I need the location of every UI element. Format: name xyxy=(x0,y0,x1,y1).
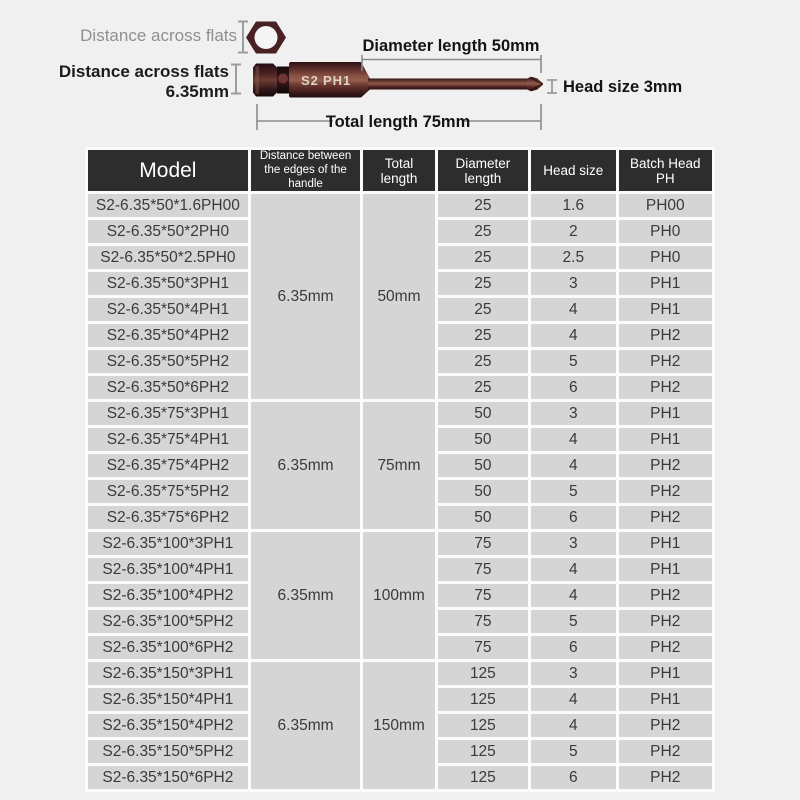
cell-batch-head: PH2 xyxy=(619,636,713,659)
shank-flats-label-line1: Distance across flats xyxy=(58,62,229,81)
cell-head-size: 4 xyxy=(531,558,615,581)
cell-diameter-length: 50 xyxy=(438,402,528,425)
cell-head-size: 4 xyxy=(531,584,615,607)
cell-diameter-length: 25 xyxy=(438,324,528,347)
cell-head-size: 2.5 xyxy=(531,246,615,269)
spec-table xyxy=(85,147,715,792)
table-row xyxy=(88,532,712,555)
cell-diameter-length: 25 xyxy=(438,376,528,399)
cell-batch-head: PH2 xyxy=(619,480,713,503)
cell-head-size: 6 xyxy=(531,506,615,529)
cell-diameter-length: 75 xyxy=(438,636,528,659)
cell-diameter-length: 50 xyxy=(438,506,528,529)
cell-model: S2-6.35*75*6PH2 xyxy=(88,506,248,529)
cell-model: S2-6.35*150*5PH2 xyxy=(88,740,248,763)
cell-total-length-merged: 50mm xyxy=(363,194,434,399)
cell-head-size: 2 xyxy=(531,220,615,243)
cell-diameter-length: 25 xyxy=(438,194,528,217)
cell-distance-merged: 6.35mm xyxy=(251,194,361,399)
total-length-label: Total length 75mm xyxy=(325,113,471,131)
cell-model: S2-6.35*150*6PH2 xyxy=(88,766,248,789)
cell-diameter-length: 75 xyxy=(438,610,528,633)
cell-batch-head: PH2 xyxy=(619,714,713,737)
head-size-label: Head size 3mm xyxy=(563,78,683,96)
cell-total-length-merged: 75mm xyxy=(363,402,434,529)
cell-model: S2-6.35*100*3PH1 xyxy=(88,532,248,555)
cell-batch-head: PH0 xyxy=(619,220,713,243)
cell-diameter-length: 75 xyxy=(438,584,528,607)
shank-flats-label-line2: 6.35mm xyxy=(165,82,229,101)
cell-batch-head: PH1 xyxy=(619,298,713,321)
header-diameter-length: Diameter length xyxy=(438,150,528,191)
cell-model: S2-6.35*50*4PH1 xyxy=(88,298,248,321)
bit-marking-ph: PH1 xyxy=(323,73,352,88)
cell-diameter-length: 125 xyxy=(438,662,528,685)
cell-distance-merged: 6.35mm xyxy=(251,402,361,529)
cell-batch-head: PH2 xyxy=(619,740,713,763)
cell-distance-merged: 6.35mm xyxy=(251,532,361,659)
cell-head-size: 3 xyxy=(531,272,615,295)
spec-table-body xyxy=(88,194,712,789)
cell-head-size: 6 xyxy=(531,376,615,399)
cell-batch-head: PH1 xyxy=(619,272,713,295)
table-row xyxy=(88,402,712,425)
cell-diameter-length: 25 xyxy=(438,220,528,243)
cell-diameter-length: 25 xyxy=(438,298,528,321)
cell-head-size: 4 xyxy=(531,324,615,347)
cell-head-size: 6 xyxy=(531,766,615,789)
cell-head-size: 4 xyxy=(531,688,615,711)
header-row xyxy=(88,150,712,191)
cell-head-size: 1.6 xyxy=(531,194,615,217)
cell-total-length-merged: 150mm xyxy=(363,662,434,789)
table-row xyxy=(88,662,712,685)
bit-marking-steel: S2 xyxy=(301,73,319,88)
cell-model: S2-6.35*150*3PH1 xyxy=(88,662,248,685)
cell-head-size: 4 xyxy=(531,298,615,321)
cell-model: S2-6.35*150*4PH1 xyxy=(88,688,248,711)
cell-diameter-length: 25 xyxy=(438,246,528,269)
shank-flats-bracket xyxy=(231,65,241,94)
header-total-length: Total length xyxy=(363,150,434,191)
cell-batch-head: PH2 xyxy=(619,584,713,607)
cell-model: S2-6.35*50*6PH2 xyxy=(88,376,248,399)
cell-diameter-length: 125 xyxy=(438,714,528,737)
cell-model: S2-6.35*75*5PH2 xyxy=(88,480,248,503)
cell-batch-head: PH2 xyxy=(619,506,713,529)
cell-diameter-length: 125 xyxy=(438,688,528,711)
cell-batch-head: PH2 xyxy=(619,324,713,347)
cell-diameter-length: 50 xyxy=(438,480,528,503)
cell-model: S2-6.35*100*5PH2 xyxy=(88,610,248,633)
cell-head-size: 3 xyxy=(531,662,615,685)
header-model: Model xyxy=(88,150,248,191)
cell-batch-head: PH1 xyxy=(619,688,713,711)
cell-model: S2-6.35*100*6PH2 xyxy=(88,636,248,659)
cell-batch-head: PH1 xyxy=(619,428,713,451)
cell-distance-merged: 6.35mm xyxy=(251,662,361,789)
cell-model: S2-6.35*50*2.5PH0 xyxy=(88,246,248,269)
cell-diameter-length: 25 xyxy=(438,272,528,295)
spec-table-header xyxy=(88,150,712,191)
table-row xyxy=(88,194,712,217)
cell-diameter-length: 75 xyxy=(438,558,528,581)
cell-model: S2-6.35*75*4PH1 xyxy=(88,428,248,451)
cell-head-size: 5 xyxy=(531,610,615,633)
cell-head-size: 6 xyxy=(531,636,615,659)
diameter-length-label: Diameter length 50mm xyxy=(362,37,540,55)
cell-batch-head: PH2 xyxy=(619,766,713,789)
cell-batch-head: PH1 xyxy=(619,532,713,555)
cell-batch-head: PH2 xyxy=(619,454,713,477)
hex-flats-label: Distance across flats xyxy=(80,26,237,45)
cell-head-size: 4 xyxy=(531,714,615,737)
cell-diameter-length: 50 xyxy=(438,454,528,477)
cell-batch-head: PH2 xyxy=(619,610,713,633)
cell-diameter-length: 125 xyxy=(438,740,528,763)
cell-model: S2-6.35*150*4PH2 xyxy=(88,714,248,737)
cell-head-size: 5 xyxy=(531,350,615,373)
head-size-bracket xyxy=(547,80,557,93)
cell-batch-head: PH2 xyxy=(619,350,713,373)
cell-head-size: 4 xyxy=(531,428,615,451)
cell-diameter-length: 50 xyxy=(438,428,528,451)
diameter-dimension xyxy=(362,55,541,73)
cell-model: S2-6.35*50*5PH2 xyxy=(88,350,248,373)
cell-head-size: 5 xyxy=(531,740,615,763)
cell-head-size: 4 xyxy=(531,454,615,477)
cell-diameter-length: 25 xyxy=(438,350,528,373)
cell-batch-head: PH1 xyxy=(619,402,713,425)
cell-model: S2-6.35*50*4PH2 xyxy=(88,324,248,347)
cell-head-size: 3 xyxy=(531,532,615,555)
cell-model: S2-6.35*75*4PH2 xyxy=(88,454,248,477)
cell-total-length-merged: 100mm xyxy=(363,532,434,659)
cell-model: S2-6.35*75*3PH1 xyxy=(88,402,248,425)
cell-batch-head: PH2 xyxy=(619,376,713,399)
header-distance: Distance between the edges of the handle xyxy=(251,150,361,191)
cell-batch-head: PH1 xyxy=(619,558,713,581)
cell-batch-head: PH1 xyxy=(619,662,713,685)
cell-head-size: 3 xyxy=(531,402,615,425)
bit-illustration xyxy=(253,62,543,98)
cell-head-size: 5 xyxy=(531,480,615,503)
cell-diameter-length: 75 xyxy=(438,532,528,555)
bit-dimension-diagram xyxy=(0,0,800,148)
cell-batch-head: PH00 xyxy=(619,194,713,217)
cell-model: S2-6.35*50*3PH1 xyxy=(88,272,248,295)
cell-diameter-length: 125 xyxy=(438,766,528,789)
cell-model: S2-6.35*100*4PH1 xyxy=(88,558,248,581)
header-batch-head-ph: Batch Head PH xyxy=(619,150,713,191)
cell-batch-head: PH0 xyxy=(619,246,713,269)
cell-model: S2-6.35*50*2PH0 xyxy=(88,220,248,243)
cell-model: S2-6.35*100*4PH2 xyxy=(88,584,248,607)
hex-cross-section-icon xyxy=(246,22,286,54)
header-head-size: Head size xyxy=(531,150,615,191)
cell-model: S2-6.35*50*1.6PH00 xyxy=(88,194,248,217)
